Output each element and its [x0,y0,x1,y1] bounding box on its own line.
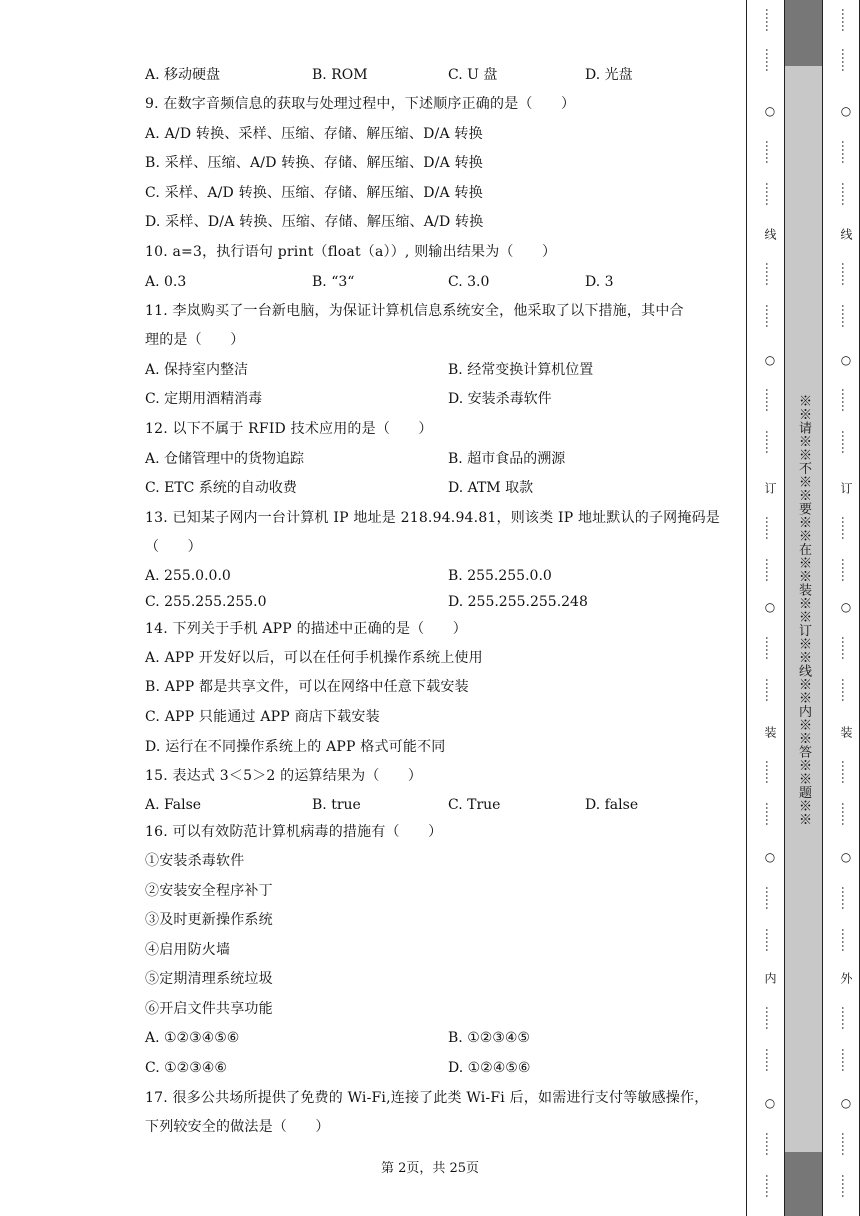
dots: …… [763,1006,777,1030]
dots: …… [763,48,777,72]
dots: …… [763,1048,777,1072]
outer-binding-column [832,0,852,1216]
q9-option-d: D. 采样、D/A 转换、压缩、存储、解压缩、A/D 转换 [145,214,484,230]
q14-option-a: A. APP 开发好以后，可以在任何手机操作系统上使用 [145,650,483,666]
binding-label-outer: 外 [839,972,853,984]
dots: …… [839,388,853,412]
dots: …… [839,48,853,72]
dots: …… [839,262,853,286]
q16-item-3: ③及时更新操作系统 [145,912,273,928]
inner-binding-column [756,0,776,1216]
circle-mark: ○ [763,600,777,614]
dots: …… [763,304,777,328]
dots: …… [839,760,853,784]
q15-stem: 15. 表达式 3＜5＞2 的运算结果为（ ） [145,768,423,784]
dots: …… [763,760,777,784]
q15-option-c: C. True [448,797,501,813]
q11-option-d: D. 安装杀毒软件 [448,391,552,407]
circle-mark: ○ [763,850,777,864]
q9-option-b: B. 采样、压缩、A/D 转换、存储、解压缩、D/A 转换 [145,155,483,171]
circle-mark: ○ [839,353,853,367]
q13-stem-line1: 13. 已知某子网内一台计算机 IP 地址是 218.94.94.81，则该类 IP 地址默认的子网掩码是 [145,510,720,526]
q16-option-d: D. ①②④⑤⑥ [448,1060,531,1076]
q12-option-c: C. ETC 系统的自动收费 [145,480,297,496]
q13-option-a: A. 255.0.0.0 [145,568,231,584]
dots: …… [763,1174,777,1198]
dots: …… [839,1048,853,1072]
q8-option-c: C. U 盘 [448,67,498,83]
q16-item-1: ①安装杀毒软件 [145,853,245,869]
binding-label-bind: 订 [763,482,777,494]
dots: …… [839,636,853,660]
circle-mark: ○ [839,600,853,614]
q16-item-4: ④启用防火墙 [145,942,231,958]
q10-option-b: B. “3“ [312,274,355,290]
dots: …… [839,558,853,582]
dots: …… [839,1174,853,1198]
dots: …… [763,388,777,412]
q11-option-b: B. 经常变换计算机位置 [448,362,594,378]
q8-option-d: D. 光盘 [585,67,633,83]
q12-stem: 12. 以下不属于 RFID 技术应用的是（ ） [145,421,433,437]
dots: …… [763,636,777,660]
dots: …… [839,8,853,32]
margin-divider-1 [784,0,785,1216]
circle-mark: ○ [763,353,777,367]
q14-option-d: D. 运行在不同操作系统上的 APP 格式可能不同 [145,739,446,755]
q10-stem: 10. a=3，执行语句 print（float（a））, 则输出结果为（ ） [145,244,557,260]
margin-border-left [746,0,747,1216]
q11-stem-line1: 11. 李岚购买了一台新电脑，为保证计算机信息系统安全，他采取了以下措施，其中合 [145,303,684,319]
q14-option-c: C. APP 只能通过 APP 商店下载安装 [145,709,380,725]
q10-option-a: A. 0.3 [145,274,187,290]
binding-gray-block-bottom [784,1152,822,1216]
q13-stem-line2: （ ） [145,539,202,555]
q10-option-d: D. 3 [585,274,614,290]
dots: …… [839,304,853,328]
dots: …… [839,430,853,454]
dots: …… [763,140,777,164]
q9-option-a: A. A/D 转换、采样、压缩、存储、解压缩、D/A 转换 [145,126,483,142]
circle-mark: ○ [763,1096,777,1110]
q16-option-b: B. ①②③④⑤ [448,1030,530,1046]
circle-mark: ○ [763,104,777,118]
q15-option-d: D. false [585,797,639,813]
dots: …… [839,928,853,952]
dots: …… [763,430,777,454]
q8-option-a: A. 移动硬盘 [145,67,221,83]
binding-notice: ※※请※※不※※要※※在※※装※※订※※线※※内※※答※※题※※ [796,394,811,826]
q16-option-c: C. ①②③④⑥ [145,1060,227,1076]
dots: …… [839,140,853,164]
dots: …… [763,802,777,826]
q12-option-d: D. ATM 取款 [448,480,534,496]
margin-divider-2 [822,0,823,1216]
q10-option-c: C. 3.0 [448,274,490,290]
q9-stem: 9. 在数字音频信息的获取与处理过程中，下述顺序正确的是（ ） [145,96,576,112]
q13-option-c: C. 255.255.255.0 [145,594,267,610]
dots: …… [763,516,777,540]
dots: …… [839,678,853,702]
binding-label-bind: 订 [839,482,853,494]
q16-item-5: ⑤定期清理系统垃圾 [145,971,273,987]
q11-option-a: A. 保持室内整洁 [145,362,249,378]
q16-item-6: ⑥开启文件共享功能 [145,1001,273,1017]
dots: …… [839,182,853,206]
binding-label-inner: 内 [763,972,777,984]
dots: …… [839,1132,853,1156]
dots: …… [763,678,777,702]
dots: …… [763,1132,777,1156]
q13-option-b: B. 255.255.0.0 [448,568,552,584]
q9-option-c: C. 采样、A/D 转换、压缩、存储、解压缩、D/A 转换 [145,185,483,201]
binding-label-line: 线 [839,228,853,240]
q14-option-b: B. APP 都是共享文件，可以在网络中任意下载安装 [145,679,469,695]
dots: …… [839,1006,853,1030]
q15-option-b: B. true [312,797,361,813]
q16-item-2: ②安装安全程序补丁 [145,883,273,899]
q12-option-b: B. 超市食品的溯源 [448,451,566,467]
dots: …… [839,802,853,826]
dots: …… [839,886,853,910]
circle-mark: ○ [839,104,853,118]
q11-stem-line2: 理的是（ ） [145,332,245,348]
page-footer: 第 2页，共 25页 [380,1161,480,1176]
q16-stem: 16. 可以有效防范计算机病毒的措施有（ ） [145,824,443,840]
dots: …… [839,516,853,540]
q14-stem: 14. 下列关于手机 APP 的描述中正确的是（ ） [145,621,467,637]
q15-option-a: A. False [145,797,202,813]
dots: …… [763,262,777,286]
dots: …… [763,928,777,952]
q8-option-b: B. ROM [312,67,368,83]
binding-label-line: 线 [763,228,777,240]
q16-option-a: A. ①②③④⑤⑥ [145,1030,240,1046]
q17-stem-line1: 17. 很多公共场所提供了免费的 Wi-Fi,连接了此类 Wi-Fi 后，如需进行支付等敏感操作， [145,1090,709,1106]
binding-label-seal: 装 [763,726,777,738]
q13-option-d: D. 255.255.255.248 [448,594,588,610]
dots: …… [763,182,777,206]
dots: …… [763,886,777,910]
circle-mark: ○ [839,1096,853,1110]
dots: …… [763,558,777,582]
dots: …… [763,8,777,32]
binding-gray-block-top [784,0,822,66]
binding-label-seal: 装 [839,726,853,738]
q11-option-c: C. 定期用酒精消毒 [145,391,263,407]
q17-stem-line2: 下列较安全的做法是（ ） [145,1119,330,1135]
q12-option-a: A. 仓储管理中的货物追踪 [145,451,305,467]
circle-mark: ○ [839,850,853,864]
